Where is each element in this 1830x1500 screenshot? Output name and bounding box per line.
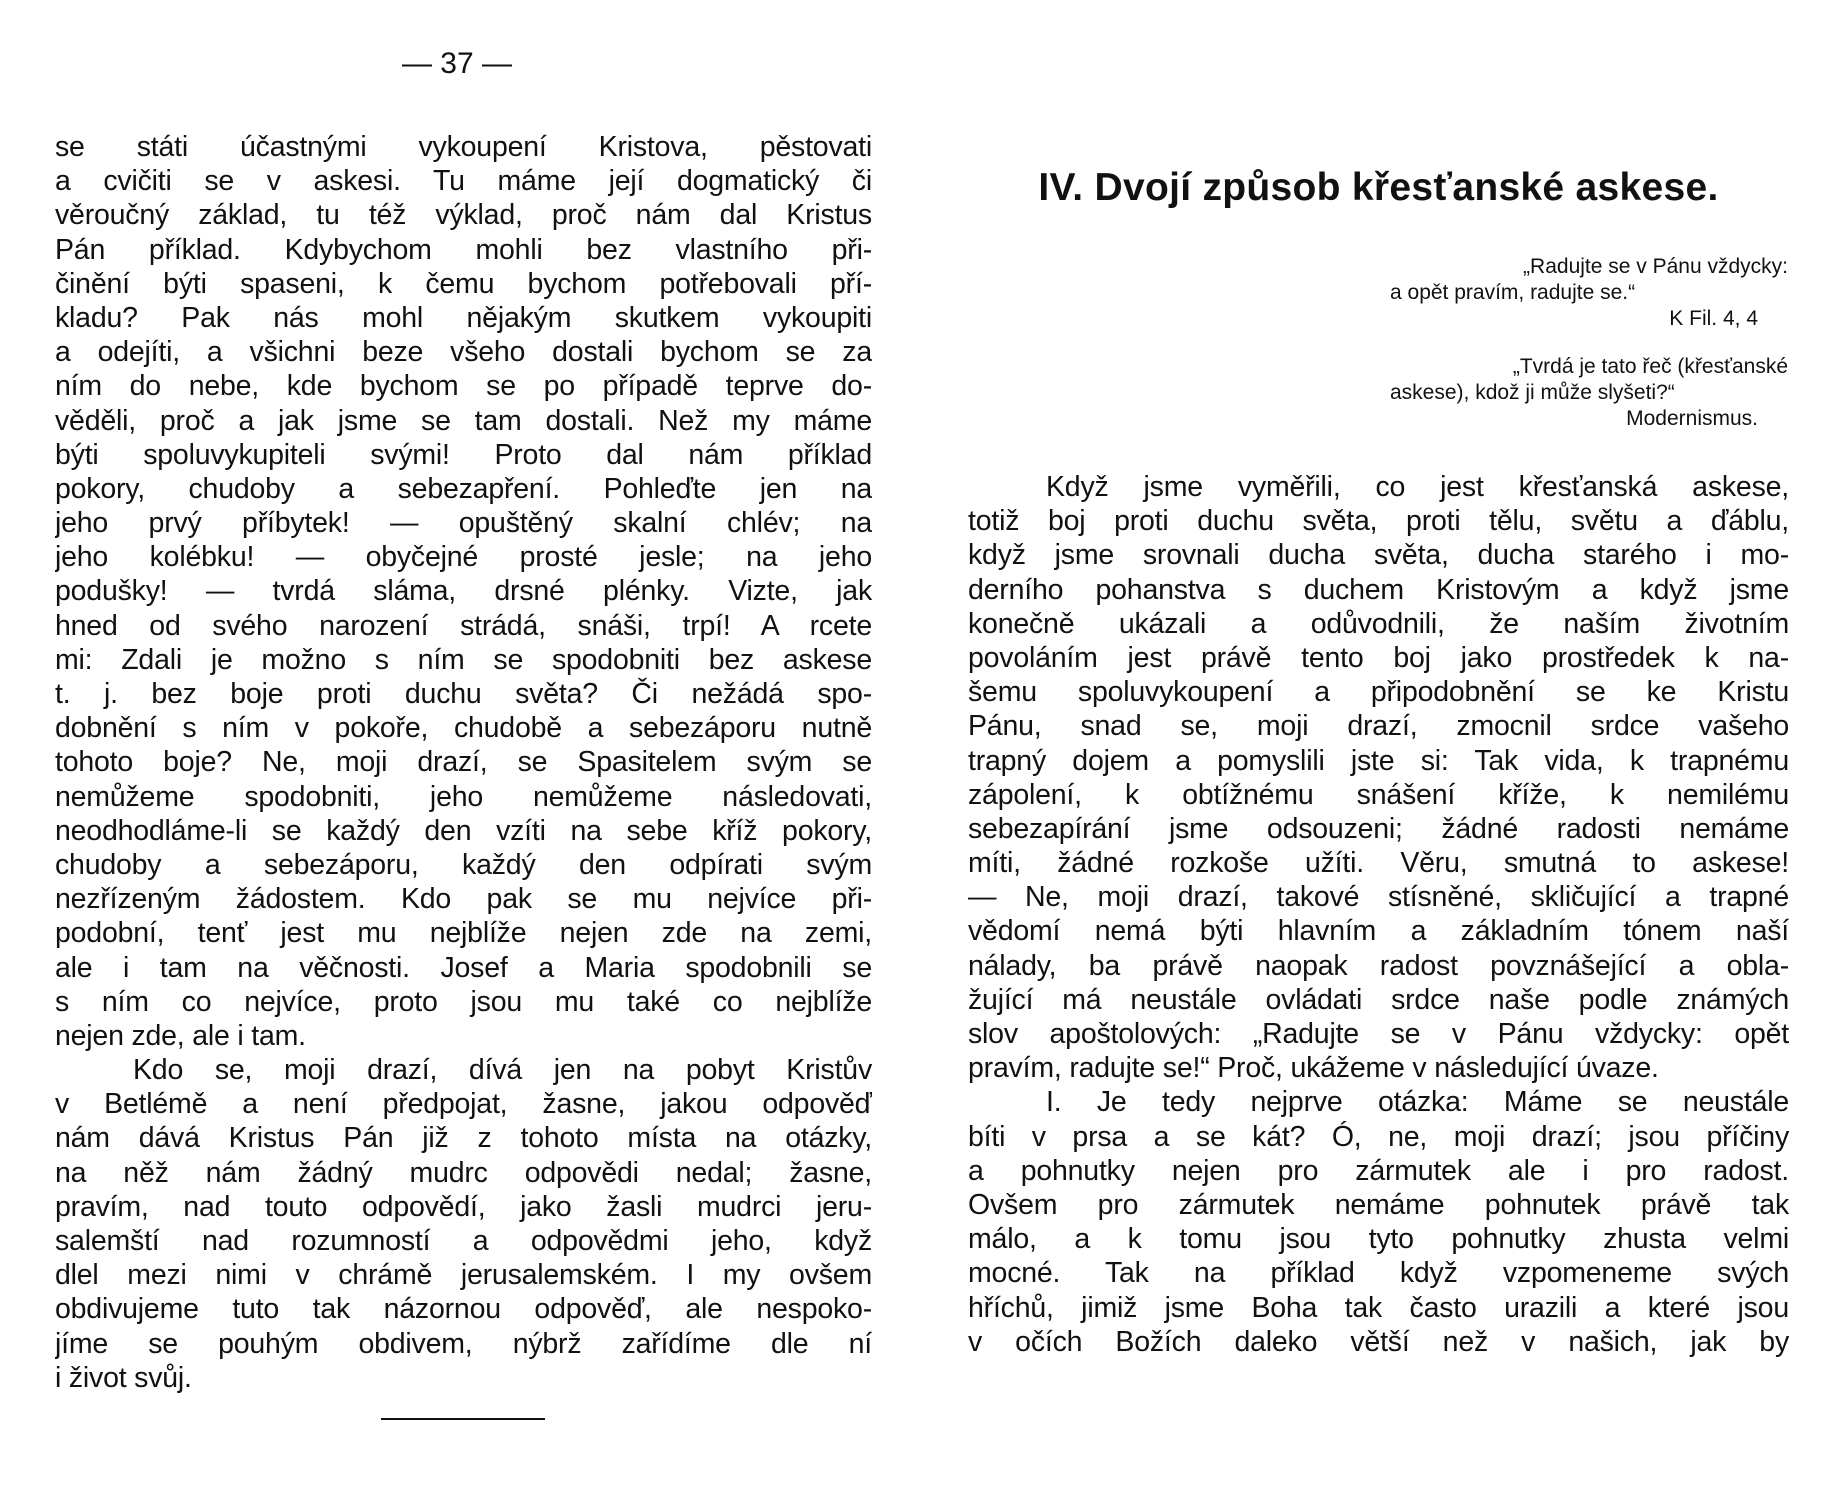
text-line: a pohnutky nejen pro zármutek ale i pro radost. bbox=[968, 1154, 1789, 1187]
text-line: šemu spoluvykoupení a připodobnění se ke Kristu bbox=[968, 676, 1789, 709]
text-line: Ovšem pro zármutek nemáme pohnutek právě tak bbox=[968, 1188, 1789, 1221]
text-line: Kdo se, moji drazí, dívá jen na pobyt Kristův bbox=[133, 1054, 872, 1087]
text-line: ním do nebe, kde bychom se po případě teprve do- bbox=[55, 370, 872, 403]
paragraph bbox=[55, 1053, 872, 1395]
epigraph-source: K Fil. 4, 4 bbox=[1669, 307, 1758, 330]
text-line: jíme se pouhým obdivem, nýbrž zařídíme dle ní bbox=[55, 1327, 872, 1360]
text-line: v Betlémě a není předpojat, žasne, jakou odpověď bbox=[55, 1088, 872, 1121]
text-line: pravím, radujte se!“ Proč, ukážeme v následující úvaze. bbox=[968, 1052, 1659, 1085]
text-line: salemští nad rozumností a odpovědmi jeho, když bbox=[55, 1225, 872, 1257]
text-line: bíti v prsa a se kát? Ó, ne, moji drazí; jsou příčiny bbox=[968, 1120, 1789, 1153]
text-line: na něž nám žádný mudrc odpovědi nedal; žasne, bbox=[55, 1156, 872, 1189]
text-line: hříchů, jimiž jsme Boha tak často urazili a které jsou bbox=[968, 1291, 1789, 1324]
text-line: trapný dojem a pomyslili jste si: Tak vida, k trapnému bbox=[968, 744, 1789, 777]
text-line: zápolení, k obtížnému snášení kříže, k nemilému bbox=[968, 778, 1789, 811]
epigraph-line: a opět pravím, radujte se.“ bbox=[1390, 281, 1636, 304]
text-line: podušky! — tvrdá sláma, drsné plénky. Vizte, jak bbox=[55, 575, 872, 608]
text-line: nálady, ba právě naopak radost povznášející a obla- bbox=[968, 949, 1789, 982]
text-line: obdivujeme tuto tak názornou odpověď, ale nespoko- bbox=[55, 1293, 872, 1326]
text-line: nemůžeme spodobniti, jeho nemůžeme následovati, bbox=[55, 780, 872, 813]
text-line: býti spoluvykupiteli svými! Proto dal nám příklad bbox=[55, 438, 872, 471]
paragraph bbox=[968, 470, 1789, 1085]
text-line: totiž boj proti duchu světa, proti tělu, světu a ďáblu, bbox=[968, 505, 1789, 538]
epigraph bbox=[1390, 354, 1788, 432]
text-line: málo, a k tomu jsou tyto pohnutky zhusta velmi bbox=[968, 1223, 1789, 1256]
text-line: jeho prvý příbytek! — opuštěný skalní chlév; na bbox=[55, 507, 872, 540]
left-column-text bbox=[55, 130, 872, 1395]
text-line: sebezapírání jsme odsouzeni; žádné radosti nemáme bbox=[968, 812, 1789, 845]
text-line: věroučný základ, tu též výklad, proč nám dal Kristus bbox=[55, 199, 872, 232]
text-line: — Ne, moji drazí, takové stísněné, skličující a trapné bbox=[968, 881, 1789, 914]
text-line: pravím, nad touto odpovědí, jako žasli mudrci jeru- bbox=[55, 1190, 872, 1223]
epigraph-line: „Radujte se v Pánu vždycky: bbox=[1523, 255, 1788, 278]
text-line: slov apoštolových: „Radujte se v Pánu vždycky: opět bbox=[968, 1018, 1789, 1050]
text-line: I. Je tedy nejprve otázka: Máme se neustále bbox=[1046, 1086, 1789, 1119]
text-line: chudoby a sebezáporu, každý den odpírati svým bbox=[55, 848, 872, 881]
text-line: žující má neustále ovládati srdce naše podle známých bbox=[968, 983, 1789, 1016]
text-line: mi: Zdali je možno s ním se spodobniti bez askese bbox=[55, 643, 872, 676]
text-line: podobní, tenť jest mu nejblíže nejen zde na zemi, bbox=[55, 917, 872, 950]
text-line: nám dává Kristus Pán již z tohoto místa na otázky, bbox=[55, 1122, 872, 1155]
text-line: i život svůj. bbox=[55, 1361, 192, 1394]
text-line: se státi účastnými vykoupení Kristova, pěstovati bbox=[55, 131, 872, 163]
text-line: kladu? Pak nás mohl nějakým skutkem vykoupiti bbox=[55, 301, 872, 334]
text-line: t. j. bez boje proti duchu světa? Či nežádá spo- bbox=[55, 678, 872, 710]
text-line: mocné. Tak na příklad když vzpomeneme svých bbox=[968, 1257, 1789, 1290]
text-line: a odejíti, a všichni beze všeho dostali bychom se za bbox=[55, 336, 872, 369]
text-line: neodhodláme-li se každý den vzíti na sebe kříž pokory, bbox=[55, 814, 872, 847]
text-line: pokory, chudoby a sebezapření. Pohleďte jen na bbox=[55, 472, 872, 505]
text-line: konečně ukázali a odůvodnili, že naším životním bbox=[968, 607, 1789, 640]
text-line: derního pohanstva s duchem Kristovým a když jsme bbox=[968, 573, 1789, 606]
epigraph-line: askese), kdož ji může slyšeti?“ bbox=[1390, 381, 1675, 404]
text-line: hned od svého narození strádá, snáši, trpí! A rcete bbox=[55, 609, 872, 642]
epigraph bbox=[1390, 254, 1788, 332]
text-line: s ním co nejvíce, proto jsou mu také co nejblíže bbox=[55, 985, 872, 1018]
text-line: dlel mezi nimi v chrámě jerusalemském. I my ovšem bbox=[55, 1259, 872, 1292]
text-line: a cvičiti se v askesi. Tu máme její dogmatický či bbox=[55, 165, 872, 198]
text-line: Pán příklad. Kdybychom mohli bez vlastního při- bbox=[55, 233, 872, 266]
text-line: Když jsme vyměřili, co jest křesťanská askese, bbox=[1046, 471, 1789, 503]
paragraph bbox=[968, 1085, 1789, 1359]
text-line: věděli, proč a jak jsme se tam dostali. Než my máme bbox=[55, 404, 872, 437]
text-line: nejen zde, ale i tam. bbox=[55, 1019, 306, 1052]
text-line: míti, žádné rozkoše užíti. Věru, smutná to askese! bbox=[968, 847, 1789, 880]
epigraph-line: „Tvrdá je tato řeč (křesťanské bbox=[1512, 355, 1788, 378]
text-line: dobnění s ním v pokoře, chudobě a sebezáporu nutně bbox=[55, 712, 872, 745]
page-number: — 37 — bbox=[401, 47, 513, 80]
text-line: v očích Božích daleko větší než v našich, jak by bbox=[968, 1325, 1789, 1358]
text-line: činění býti spaseni, k čemu bychom potřebovali pří- bbox=[55, 267, 872, 300]
chapter-heading: IV. Dvojí způsob křesťanské askese. bbox=[1038, 166, 1719, 209]
paragraph bbox=[55, 130, 872, 1053]
epigraph-source: Modernismus. bbox=[1626, 407, 1758, 430]
text-line: tohoto boje? Ne, moji drazí, se Spasitelem svým se bbox=[55, 746, 872, 779]
text-line: nezřízeným žádostem. Kdo pak se mu nejvíce při- bbox=[55, 883, 872, 916]
text-line: když jsme srovnali ducha světa, ducha starého i mo- bbox=[968, 539, 1789, 572]
section-end-rule bbox=[381, 1418, 545, 1420]
text-line: povoláním jest právě tento boj jako prostředek k na- bbox=[968, 641, 1789, 674]
text-line: vědomí nemá býti hlavním a základním tónem naší bbox=[968, 915, 1789, 948]
text-line: Pánu, snad se, moji drazí, zmocnil srdce vašeho bbox=[968, 710, 1789, 743]
right-column-text bbox=[968, 470, 1789, 1359]
text-line: jeho kolébku! — obyčejné prosté jesle; na jeho bbox=[55, 541, 872, 574]
text-line: ale i tam na věčnosti. Josef a Maria spodobnili se bbox=[55, 951, 872, 984]
